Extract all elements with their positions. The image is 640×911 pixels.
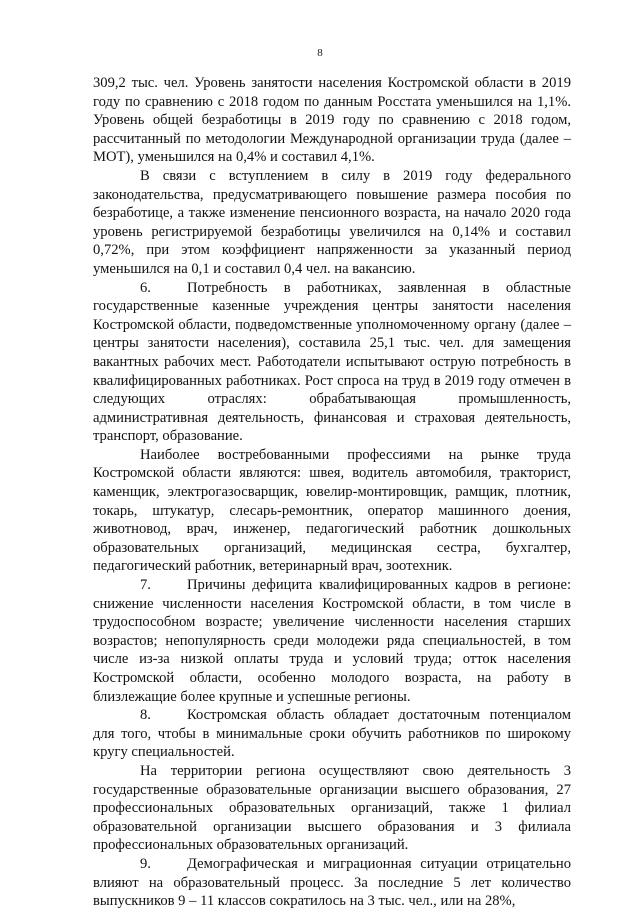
document-body [93,74,571,911]
numbered-paragraph [93,279,571,446]
numbered-paragraph [93,576,571,706]
paragraph: 309,2 тыс. чел. Уровень занятости населения Костромской области в 2019 году по сравнению с 2018 годом по данным Росстата уменьшился на 1,1%. Уровень общей безработицы в 2019 году по сравнению с 2018 годом, рассчитанный по методологии Международной организации труда (далее – МОТ), уменьшился на 0,4% и составил 4,1%. [93,75,571,166]
paragraph: В связи с вступлением в силу в 2019 году федерального законодательства, предусматривающего повышение размера пособия по безработице, а также изменение пенсионного возраста, на начало 2020 года уровень регистрируемой безработицы увеличился на 0,14% и составил 0,72%, при этом коэффициент напряженности за указанный период уменьшился на 0,1 и составил 0,4 чел. на вакансию. [93,167,571,277]
numbered-paragraph [93,855,571,911]
paragraph-number: 9. [140,855,151,872]
page-number: 8 [317,47,323,59]
paragraph-text: Демографическая и миграционная ситуации отрицательно влияют на образовательный процесс. За последние 5 лет количество выпускников 9 – 11 классов сократилось на 3 тыс. чел., или на 28%, [93,855,571,910]
paragraph-text: Потребность в работниках, заявленная в областные государственные казенные учреждения центры занятости населения Костромской области, подведомственные уполномоченному органу (далее – центры занятости населения), составила 25,1 тыс. чел. для замещения вакантных рабочих мест. Работодатели испытывают острую потребность в квалифицированных работниках. Рост спроса на труд в 2019 году отмечен в следующих отраслях: обрабатывающая промышленность, административная деятельность, финансовая и страховая деятельность, транспорт, образование. [93,279,571,445]
paragraph-number: 6. [140,279,151,296]
paragraph: На территории региона осуществляют свою деятельность 3 государственные образовательные организации высшего образования, 27 профессиональных образовательных организаций, также 1 филиал образовательной организации высшего образования и 3 филиала профессиональных образовательных организаций. [93,762,571,854]
paragraph: Наиболее востребованными профессиями на рынке труда Костромской области являются: швея, водитель автомобиля, тракторист, каменщик, электрогазосварщик, ювелир-монтировщик, рамщик, плотник, токарь, штукатур, слесарь-ремонтник, оператор машинного доения, животновод, врач, инженер, педагогический работник дошкольных образовательных организаций, медицинская сестра, бухгалтер, педагогический работник, ветеринарный врач, зоотехник. [93,446,571,575]
paragraph-number: 8. [140,707,151,724]
paragraph-text: Причины дефицита квалифицированных кадров в регионе: снижение численности населения Костромской области, в том числе в трудоспособном возрасте; увеличение численности населения старших возрастов; непопулярность среди молодежи ряда специальностей, в том числе из-за низкой оплаты труда и условий труда; отток населения Костромской области, особенно молодого возраста, на работу в близлежащие более крупные и успешные регионы. [93,577,571,705]
numbered-paragraph [93,706,571,762]
paragraph-text: Костромская область обладает достаточным потенциалом для того, чтобы в минимальные сроки обучить работников по широкому кругу специальностей. [93,707,571,761]
paragraph-number: 7. [140,577,151,594]
